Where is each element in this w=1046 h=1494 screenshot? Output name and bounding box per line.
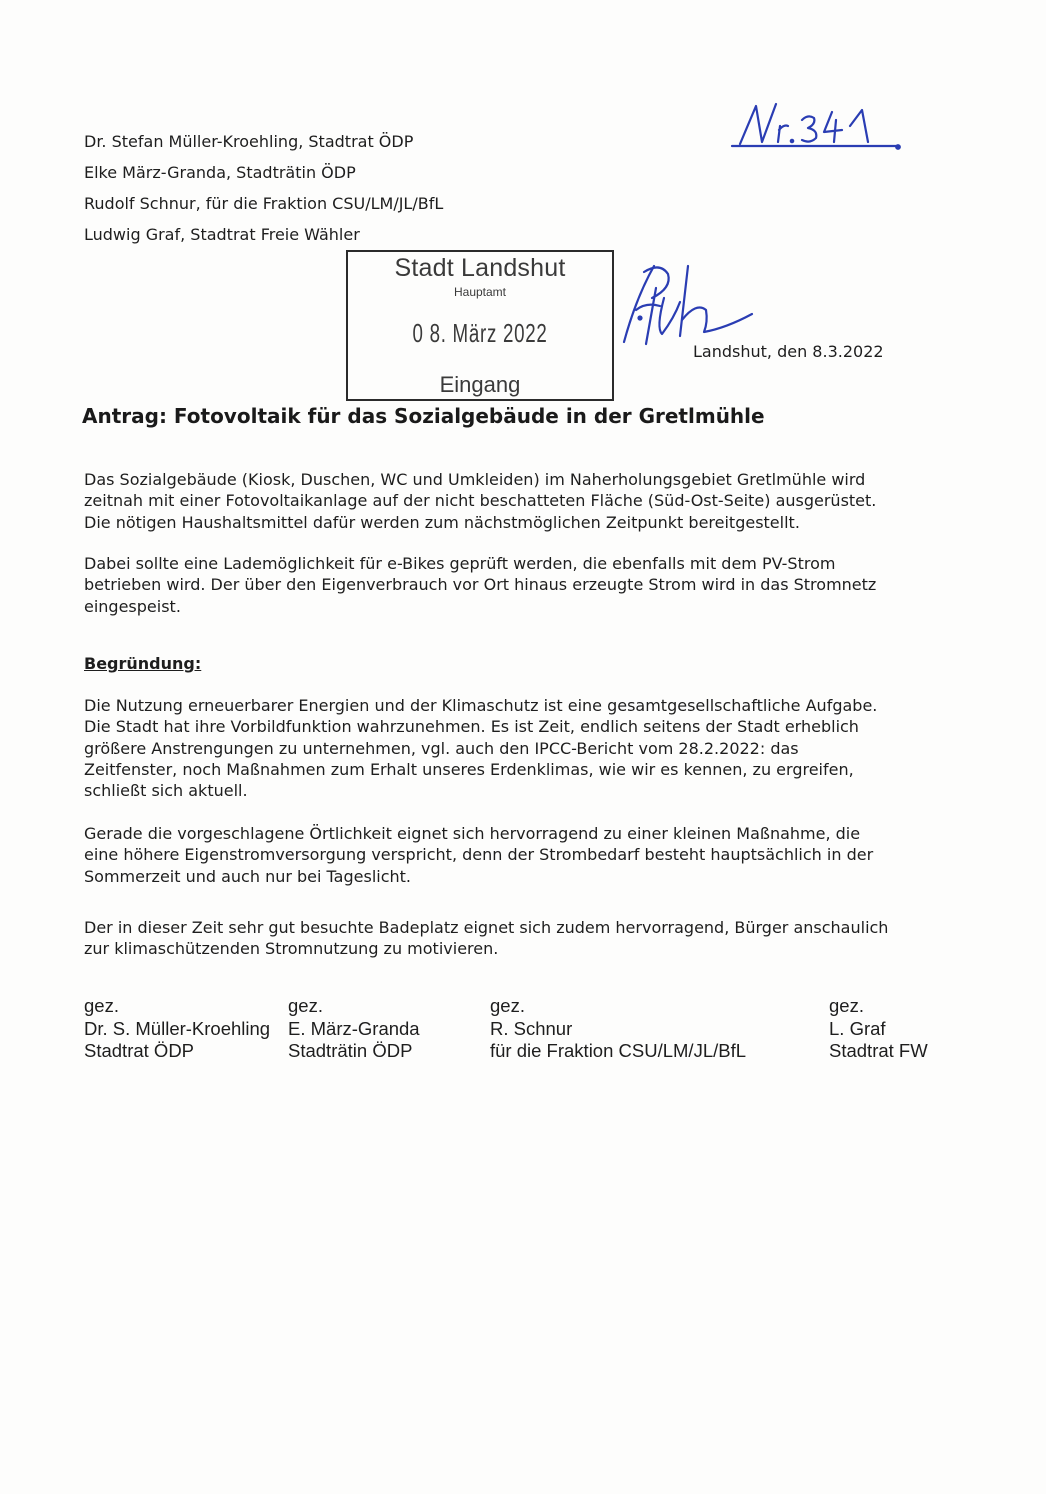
- signatory-role: Stadtrat ÖDP: [84, 1040, 195, 1061]
- paragraph-ebike-charging: [84, 553, 964, 617]
- signatory-gez: gez.: [829, 995, 864, 1016]
- sender-line: Rudolf Schnur, für die Fraktion CSU/LM/JL/BfL: [84, 194, 444, 213]
- text-line: Die Stadt hat ihre Vorbildfunktion wahrzunehmen. Es ist Zeit, endlich seitens der Stadt erheblich: [84, 717, 859, 737]
- signatory-name: Dr. S. Müller-Kroehling: [84, 1017, 271, 1039]
- text-line: größere Anstrengungen zu unternehmen, vgl. auch den IPCC-Bericht vom 28.2.2022: das: [84, 738, 799, 758]
- text-line: schließt sich aktuell.: [84, 781, 248, 801]
- signatory-gez: gez.: [490, 995, 525, 1016]
- paragraph-justification-location: [84, 823, 964, 887]
- signatory-block: [288, 995, 420, 1063]
- text-line: zur klimaschützenden Stromnutzung zu motivieren.: [84, 939, 499, 959]
- signatory-role: Stadträtin ÖDP: [288, 1040, 413, 1061]
- justification-heading: Begründung:: [84, 654, 202, 673]
- paragraph-justification-climate: [84, 695, 964, 801]
- sender-block: [84, 126, 443, 250]
- stamp-date: 0 8. März 2022: [412, 318, 548, 348]
- signatory-name: E. März-Granda: [288, 1017, 420, 1039]
- signatory-block: [84, 995, 270, 1063]
- signatory-block: [490, 995, 746, 1063]
- stamp-city: Stadt Landshut: [394, 254, 566, 282]
- stamp-label: Eingang: [439, 372, 521, 397]
- signatory-name: L. Graf: [829, 1017, 886, 1039]
- signatory-role: Stadtrat FW: [829, 1040, 928, 1061]
- signatory-role: für die Fraktion CSU/LM/JL/BfL: [490, 1040, 747, 1061]
- text-line: Das Sozialgebäude (Kiosk, Duschen, WC und Umkleiden) im Naherholungsgebiet Gretlmühle wird: [84, 470, 866, 489]
- text-line: Zeitfenster, noch Maßnahmen zum Erhalt unseres Erdenklimas, wie wir es kennen, zu ergreifen,: [84, 759, 854, 779]
- text-line: Der in dieser Zeit sehr gut besuchte Badeplatz eignet sich zudem hervorragend, Bürger anschaulich: [84, 918, 889, 937]
- sender-line: Dr. Stefan Müller-Kroehling, Stadtrat ÖDP: [84, 132, 414, 151]
- text-line: eingespeist.: [84, 596, 181, 616]
- document-title: Antrag: Fotovoltaik für das Sozialgebäude in der Gretlmühle: [82, 404, 765, 428]
- text-line: Sommerzeit und auch nur bei Tageslicht.: [84, 866, 412, 886]
- paragraph-justification-bathing: [84, 917, 964, 960]
- sender-line: Elke März-Granda, Stadträtin ÖDP: [84, 163, 356, 182]
- stamp-department: Hauptamt: [453, 285, 507, 299]
- sender-line: Ludwig Graf, Stadtrat Freie Wähler: [84, 225, 360, 244]
- received-stamp: [346, 250, 614, 400]
- signatory-gez: gez.: [288, 995, 323, 1016]
- signatory-block: [829, 995, 928, 1063]
- text-line: Die Nutzung erneuerbarer Energien und der Klimaschutz ist eine gesamtgesellschaftliche Aufgabe.: [84, 696, 878, 715]
- signatory-gez: gez.: [84, 995, 119, 1016]
- text-line: betrieben wird. Der über den Eigenverbrauch vor Ort hinaus erzeugte Strom wird in das Stromnetz: [84, 575, 877, 595]
- text-line: Dabei sollte eine Lademöglichkeit für e-Bikes geprüft werden, die ebenfalls mit dem PV-Strom: [84, 554, 836, 573]
- stamp-bottom-border: [346, 399, 614, 401]
- place-date: Landshut, den 8.3.2022: [693, 342, 884, 361]
- signatory-name: R. Schnur: [490, 1017, 573, 1039]
- text-line: Gerade die vorgeschlagene Örtlichkeit eignet sich hervorragend zu einer kleinen Maßnahme, die: [84, 824, 861, 843]
- paragraph-request: [84, 469, 964, 533]
- handwritten-number-annotation: [728, 96, 908, 156]
- text-line: Die nötigen Haushaltsmittel dafür werden zum nächstmöglichen Zeitpunkt bereitgestellt.: [84, 512, 800, 532]
- text-line: zeitnah mit einer Fotovoltaikanlage auf der nicht beschatteten Fläche (Süd-Ost-Seite) ausgerüstet.: [84, 491, 877, 511]
- text-line: eine höhere Eigenstromversorgung verspricht, denn der Strombedarf besteht hauptsächlich in der: [84, 845, 874, 865]
